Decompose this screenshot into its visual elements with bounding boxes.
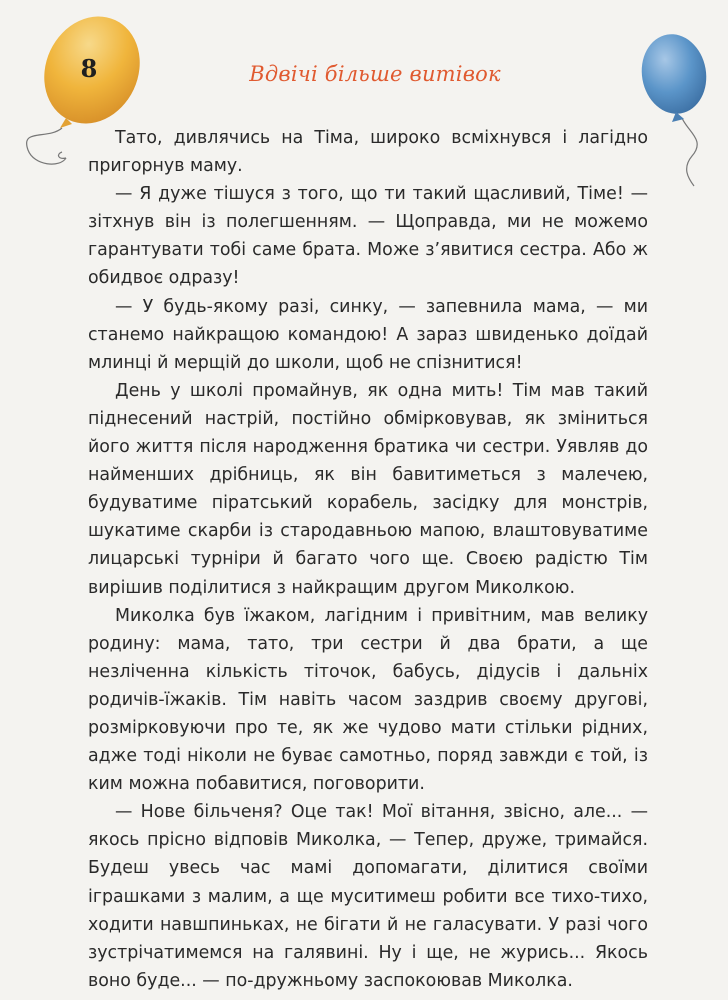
paragraph: — Нове більченя? Оце так! Мої вітання, звісно, але... — якось прісно відповів Миколка, — Тепер, друже, тримайся. Будеш увесь час мамі допомагати, ділитися своїми іграшками з малим, а ще муситимеш робити все тихо-тихо, ходити навшпиньках, не бігати й не галасувати. У разі чого зустрічатимемся на галявині. Ну і ще, не журись... Якось воно буде... — по-дружньому заспокоював Миколка. <box>88 802 648 991</box>
paragraph: — У будь-якому разі, синку, — запевнила мама, — ми станемо найкращою командою! А зараз швиденько доїдай млинці й мерщій до школи, щоб не спізнитися! <box>88 296 648 373</box>
running-title: Вдвічі більше витівок <box>249 62 501 86</box>
body-text <box>88 124 648 995</box>
page-number: 8 <box>80 54 98 83</box>
paragraph: — Я дуже тішуся з того, що ти такий щасливий, Тіме! — зітхнув він із полегшенням. — Щоправда, ми не можемо гарантувати тобі саме брата. Може з’явитися сестра. Або ж обидвоє одразу! <box>88 184 648 289</box>
paragraph: Тато, дивлячись на Тіма, широко всміхнувся і лагідно пригорнув маму. <box>88 128 648 177</box>
paragraph: День у школі промайнув, як одна мить! Тім мав такий піднесений настрій, постійно обмірковував, як зміниться його життя після народження братика чи сестри. Уявляв до найменших дрібниць, як він бавитиметься з малечею, будуватиме піратський корабель, засідку для монстрів, шукатиме скарби із стародавньою мапою, влаштовуватиме лицарські турніри й багато чого ще. Своєю радістю Тім вирішив поділитися з найкращим другом Миколкою. <box>88 380 648 598</box>
paragraph: Миколка був їжаком, лагідним і привітним, мав велику родину: мама, тато, три сестри й два брати, а ще незліченна кількість тіточок, бабусь, дідусів і дальніх родичів-їжаків. Тім навіть часом заздрив своєму другові, розмірковуючи про те, як же чудово мати стільки рідних, адже тоді ніколи не буває самотньо, поряд завжди є той, із ким можна побавитися, поговорити. <box>88 605 648 795</box>
